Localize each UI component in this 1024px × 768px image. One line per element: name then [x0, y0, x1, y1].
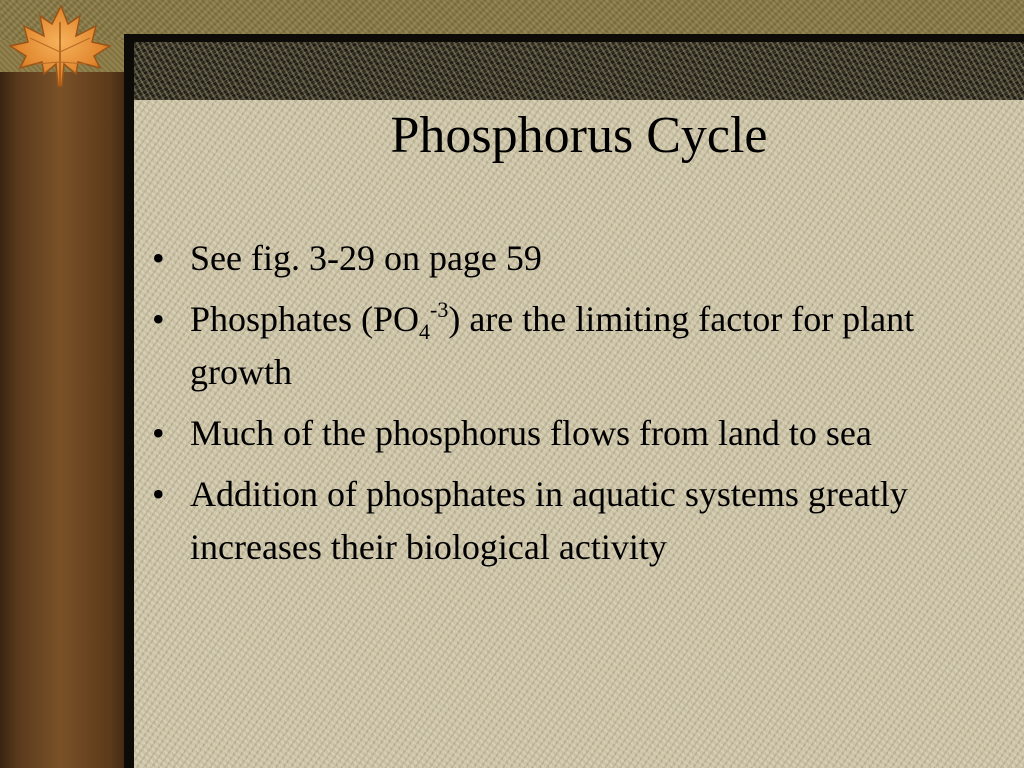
bullet-text: See fig. 3-29 on page 59: [190, 238, 542, 278]
bullet-dot: •: [152, 474, 165, 514]
bullet-text-suffix: ) are the limiting factor for plant growth: [190, 299, 915, 392]
bullet-dot: •: [152, 299, 165, 339]
slide-title: Phosphorus Cycle: [390, 107, 768, 164]
superscript: -3: [430, 297, 449, 322]
header-texture-band: [134, 42, 1024, 100]
bullet-text: Much of the phosphorus flows from land to sea: [190, 413, 872, 453]
subscript: 4: [419, 319, 431, 344]
bullet-text-prefix: Phosphates (PO: [190, 299, 420, 339]
bullet-dot: •: [152, 238, 165, 278]
maple-leaf-icon: [6, 2, 116, 88]
left-wood-strip: [0, 72, 128, 768]
bullet-item: [148, 232, 998, 285]
bullet-item: [148, 407, 998, 460]
bullet-dot: •: [152, 413, 165, 453]
bullet-item: [148, 293, 998, 399]
bullet-item: [148, 468, 998, 574]
bullet-text: Addition of phosphates in aquatic systems greatly increases their biological activity: [190, 474, 908, 567]
bullet-list: [148, 232, 998, 582]
